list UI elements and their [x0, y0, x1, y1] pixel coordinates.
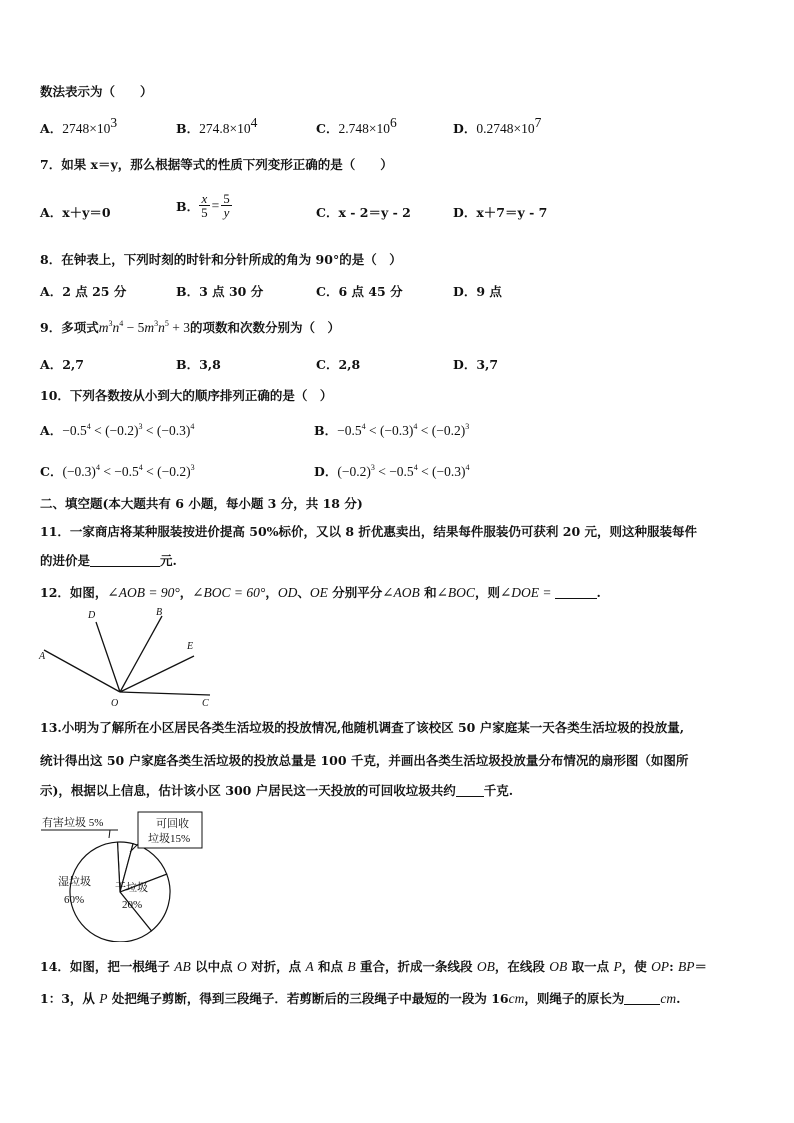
sep: ， — [265, 585, 278, 600]
q10-option-b[interactable] — [314, 421, 469, 439]
sep: ， — [179, 585, 193, 600]
label-d: D — [88, 610, 96, 621]
q14-end: . — [676, 991, 681, 1006]
q14-text: ，使 — [621, 959, 652, 974]
expr-part: −0.5 — [62, 423, 87, 438]
q6-option-d[interactable] — [453, 115, 542, 137]
q12-end: . — [596, 585, 601, 600]
q10-option-c[interactable] — [40, 462, 195, 480]
option-text: 3,8 — [199, 357, 221, 372]
poly-m: m — [144, 320, 155, 335]
option-text: 2,7 — [62, 357, 84, 372]
q12-angle-figure — [34, 604, 224, 708]
angle-doe: ∠DOE = — [499, 585, 552, 600]
q9-prefix: 9．多项式 — [40, 320, 99, 335]
q14-text: 以中点 — [190, 959, 237, 974]
unit-cm: cm — [508, 991, 525, 1006]
label-c: C — [202, 698, 209, 708]
expr-part: −0.5 — [337, 423, 362, 438]
poly-exp: 4 — [119, 319, 124, 328]
option-expr — [62, 423, 194, 438]
option-label: A． — [40, 121, 63, 136]
q14-text: ＝ — [694, 959, 708, 974]
q9-polynomial — [99, 320, 190, 335]
option-label: D． — [314, 464, 338, 479]
option-label: B． — [176, 357, 200, 372]
option-text: 3,7 — [476, 357, 499, 372]
q9-suffix: 的项数和次数分别为（ ） — [189, 320, 340, 335]
expr-part: < (−0.2) — [90, 423, 139, 438]
slice-label-harmful: 有害垃圾 5% — [42, 817, 104, 829]
q14-text: 对折，点 — [246, 959, 306, 974]
option-text: 0.2748×10 — [476, 121, 535, 136]
option-label: B． — [176, 284, 200, 299]
option-text: x＋7＝y - 7 — [476, 205, 548, 220]
slice-label-wet: 湿垃圾 — [58, 876, 91, 888]
seg-ab: AB — [174, 959, 191, 974]
expr-part: < (−0.2) — [417, 423, 466, 438]
expr-exp: 4 — [190, 422, 195, 431]
q11-line1: 11．一家商店将某种服装按进价提高 50%标价，又以 8 折优惠卖出，结果每件服装仍可获利 20 元，则这种服装每件 — [40, 524, 698, 539]
expr-exp: 3 — [138, 422, 143, 431]
ray-oe: OE — [309, 585, 328, 600]
section-heading-fill-in: 二、填空题(本大题共有 6 小题，每小题 3 分，共 18 分) — [40, 496, 363, 511]
slice-value-wet: 60% — [64, 894, 85, 906]
expr-exp: 4 — [465, 463, 470, 472]
expr-part: < (−0.3) — [417, 464, 466, 479]
expr-exp: 3 — [190, 463, 195, 472]
option-expr — [62, 464, 194, 479]
option-label: C． — [316, 357, 339, 372]
q11-text: 的进价是 — [40, 553, 91, 568]
expr-part: (−0.2) — [337, 464, 371, 479]
seg-op: OP — [651, 959, 670, 974]
harmful-leader-line — [109, 830, 110, 838]
option-label: C． — [40, 464, 63, 479]
q9-option-c[interactable] — [316, 355, 360, 373]
option-text: 2,8 — [338, 357, 361, 372]
option-text: 2.748×10 — [338, 121, 390, 136]
seg-bp: BP — [678, 959, 695, 974]
numerator: 5 — [223, 191, 230, 206]
expr-exp: 4 — [413, 422, 418, 431]
angle-aob-ref: ∠AOB — [382, 585, 420, 600]
q13-text: 示)，根据以上信息，估计该小区 300 户居民这一天投放的可回收垃圾共约 — [40, 783, 456, 798]
q14-text: ，在线段 — [494, 959, 550, 974]
slice-label-dry: 干垃圾 — [115, 882, 148, 894]
q13-line2: 统计得出这 50 户家庭各类生活垃圾的投放总量是 100 千克，并画出各类生活垃圾投放量分布情况的扇形图（如图所 — [40, 753, 689, 768]
denominator: 5 — [201, 205, 208, 220]
slice-label-recyclable-1: 可回收 — [156, 818, 189, 830]
option-text: x - 2＝y - 2 — [338, 205, 411, 220]
q13-answer-blank[interactable] — [456, 784, 484, 797]
q8-option-d[interactable] — [453, 282, 502, 300]
q12-answer-blank[interactable] — [555, 586, 597, 599]
expr-part: < (−0.2) — [142, 464, 191, 479]
q7-option-c[interactable] — [316, 203, 411, 221]
expr-exp: 4 — [413, 463, 418, 472]
poly-const: + 3 — [168, 320, 190, 335]
label-o: O — [111, 698, 119, 708]
q7-option-d[interactable] — [453, 203, 547, 221]
option-text: 2748×10 — [62, 121, 111, 136]
q10-stem: 10．下列各数按从小到大的顺序排列正确的是（ ） — [40, 388, 333, 403]
slice-value-dry: 20% — [122, 899, 143, 911]
ray-oe-line — [120, 656, 194, 692]
option-label: A． — [40, 284, 63, 299]
q12-text: ，则 — [474, 585, 500, 600]
q14-line2 — [40, 989, 680, 1007]
q14-text: 14．如图，把一根绳子 — [40, 959, 175, 974]
ray-od-line — [96, 622, 120, 692]
q8-option-a[interactable] — [40, 282, 126, 300]
option-label: C． — [316, 284, 339, 299]
q6-option-c[interactable] — [316, 115, 397, 137]
q13-line1: 13.小明为了解所在小区居民各类生活垃圾的投放情况,他随机调查了该校区 50 户家庭某一天各类生活垃圾的投放量, — [40, 720, 685, 735]
q7-stem: 7．如果 x＝y，那么根据等式的性质下列变形正确的是（ ） — [40, 157, 393, 172]
denominator: y — [223, 205, 230, 220]
q10-option-a[interactable] — [40, 421, 194, 439]
ray-od: OD — [277, 585, 298, 600]
expr-exp: 4 — [138, 463, 143, 472]
numerator: x — [199, 192, 210, 206]
q14-text: 重合，折成一条线段 — [355, 959, 477, 974]
q6-stem-tail: 数法表示为（ ） — [40, 84, 153, 99]
ray-oc — [120, 692, 210, 695]
option-label: D． — [453, 284, 477, 299]
seg-ob: OB — [476, 959, 495, 974]
expr-part: < (−0.3) — [142, 423, 191, 438]
expr-part: < −0.5 — [374, 464, 414, 479]
option-label: B． — [176, 121, 200, 136]
q9-option-b[interactable] — [176, 355, 221, 373]
angle-boc: ∠BOC = 60° — [192, 585, 266, 600]
option-label: B． — [176, 199, 200, 214]
poly-exp: 5 — [164, 319, 169, 328]
q8-stem: 8．在钟表上，下列时刻的时针和分针所成的角为 90°的是（ ） — [40, 252, 402, 267]
point-p: P — [613, 959, 622, 974]
q9-stem — [40, 318, 340, 336]
fraction-5-over-y — [221, 192, 232, 219]
option-exponent: 3 — [110, 115, 118, 130]
expr-part: (−0.3) — [62, 464, 96, 479]
q11-answer-blank[interactable] — [90, 554, 160, 567]
expr-part: < −0.5 — [99, 464, 139, 479]
poly-coef: − 5 — [123, 320, 145, 335]
option-label: C． — [316, 121, 339, 136]
q9-option-a[interactable] — [40, 355, 84, 373]
q13-pie-chart — [38, 808, 208, 942]
option-expr — [337, 464, 469, 479]
option-label: A． — [40, 205, 63, 220]
q12-text: 和 — [419, 585, 437, 600]
option-text: 9 点 — [476, 284, 502, 299]
ray-oa — [44, 650, 120, 692]
option-label: A． — [40, 423, 63, 438]
q14-text: 1：3，从 — [40, 991, 100, 1006]
poly-n: n — [112, 320, 120, 335]
q6-option-a[interactable] — [40, 115, 118, 137]
poly-n: n — [158, 320, 165, 335]
point-p: P — [99, 991, 108, 1006]
fraction-x-over-5 — [199, 192, 210, 219]
q14-text: ，则绳子的原长为 — [524, 991, 625, 1006]
seg-ob: OB — [549, 959, 568, 974]
slice-label-recyclable-2: 垃圾15% — [148, 833, 191, 845]
option-label: D． — [453, 357, 477, 372]
q10-option-d[interactable] — [314, 462, 470, 480]
q8-option-c[interactable] — [316, 282, 403, 300]
label-b: B — [156, 607, 163, 618]
ray-ob — [120, 616, 162, 692]
q6-option-b[interactable] — [176, 115, 258, 137]
q13-unit: 千克. — [483, 783, 514, 798]
angle-boc-ref: ∠BOC — [436, 585, 475, 600]
equals-sign: = — [211, 197, 220, 213]
q14-line1 — [40, 957, 707, 975]
label-a: A — [39, 651, 46, 662]
q14-text: 处把绳子剪断，得到三段绳子．若剪断后的三段绳子中最短的一段为 16 — [107, 991, 509, 1006]
option-expr — [337, 423, 469, 438]
point-o: O — [236, 959, 247, 974]
expr-exp: 3 — [370, 463, 375, 472]
expr-part: < (−0.3) — [365, 423, 414, 438]
option-exponent: 7 — [534, 115, 542, 130]
q11-line2 — [40, 551, 177, 569]
q14-text: : — [669, 959, 679, 974]
q12-text: 分别平分 — [327, 585, 383, 600]
poly-m: m — [98, 320, 109, 335]
q14-answer-blank[interactable] — [624, 992, 660, 1005]
poly-exp: 3 — [154, 319, 159, 328]
option-label: D． — [453, 205, 477, 220]
option-text: 3 点 30 分 — [199, 284, 264, 299]
q9-option-d[interactable] — [453, 355, 498, 373]
expr-exp: 3 — [465, 422, 470, 431]
q12-prefix: 12．如图， — [40, 585, 108, 600]
q11-unit: 元. — [160, 553, 177, 568]
option-text: 274.8×10 — [199, 121, 251, 136]
option-label: D． — [453, 121, 477, 136]
point-a: A — [305, 959, 314, 974]
q12-stem — [40, 583, 601, 601]
q14-text: 取一点 — [567, 959, 614, 974]
option-label: C． — [316, 205, 339, 220]
option-text: x＋y＝0 — [62, 205, 111, 220]
unit-cm: cm — [660, 991, 677, 1006]
option-label: A． — [40, 357, 63, 372]
expr-exp: 4 — [361, 422, 366, 431]
q8-option-b[interactable] — [176, 282, 263, 300]
option-exponent: 4 — [250, 115, 258, 130]
poly-exp: 3 — [108, 319, 113, 328]
angle-aob: ∠AOB = 90° — [107, 585, 180, 600]
q7-option-b[interactable] — [176, 192, 232, 219]
point-b: B — [347, 959, 356, 974]
option-text: 6 点 45 分 — [338, 284, 403, 299]
q7-options — [40, 192, 640, 232]
expr-exp: 4 — [95, 463, 100, 472]
expr-exp: 4 — [86, 422, 91, 431]
q7-option-a[interactable] — [40, 203, 111, 221]
label-e: E — [187, 641, 194, 652]
option-exponent: 6 — [389, 115, 397, 130]
q14-text: 和点 — [313, 959, 348, 974]
sep: 、 — [297, 585, 310, 600]
option-label: B． — [314, 423, 338, 438]
option-text: 2 点 25 分 — [62, 284, 127, 299]
q13-line3 — [40, 781, 513, 799]
